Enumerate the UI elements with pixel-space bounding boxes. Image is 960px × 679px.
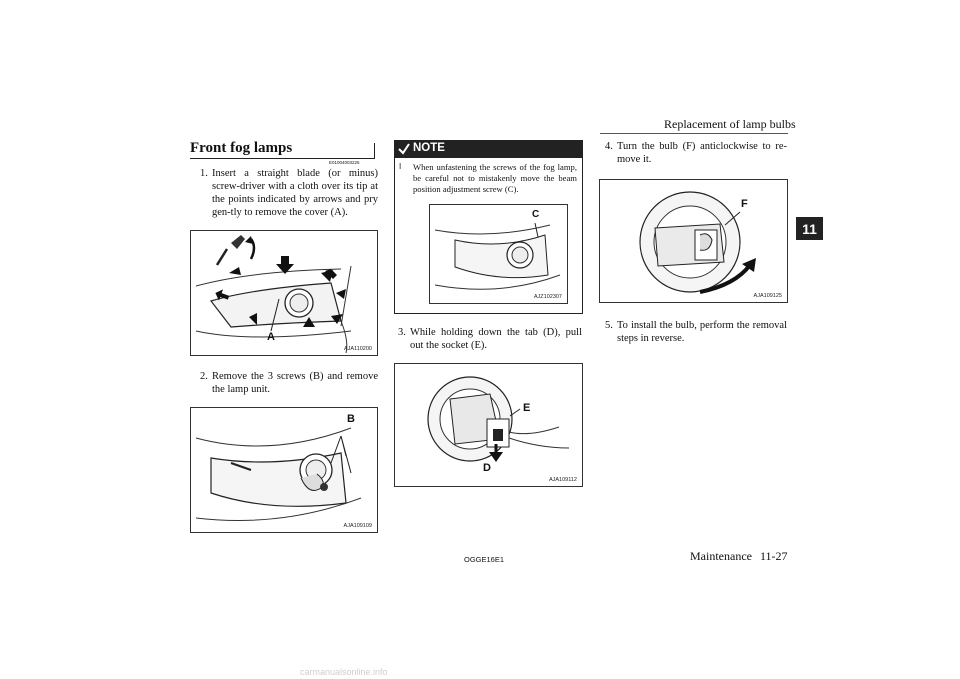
figure-code: AJA109125 bbox=[753, 293, 782, 299]
note-label: NOTE bbox=[413, 142, 445, 154]
figure-socket-removal bbox=[394, 363, 583, 487]
section-rule bbox=[190, 158, 375, 159]
adjustment-screw-illustration bbox=[430, 205, 567, 303]
step-2 bbox=[200, 370, 378, 396]
figure-lamp-unit-removal bbox=[190, 407, 378, 533]
step-4 bbox=[605, 140, 787, 166]
step-5 bbox=[605, 319, 787, 345]
footer-section: Maintenance bbox=[690, 549, 752, 563]
step-number: 2. bbox=[200, 371, 208, 382]
note-text: When unfastening the screws of the fog lamp, be careful not to mistakenly move the beam position adjustment screw (C). bbox=[413, 162, 577, 194]
step-3 bbox=[398, 326, 582, 352]
step-text: Insert a straight blade (or minus) screw-driver with a cloth over its tip at the points indicated by arrows and pry gen-tly to remove the cover (A). bbox=[212, 168, 378, 218]
section-code: E01004003225 bbox=[329, 160, 360, 165]
step-number: 4. bbox=[605, 141, 613, 152]
footer-doc-code: OGGE16E1 bbox=[464, 555, 505, 564]
section-rule-tick bbox=[374, 143, 375, 159]
figure-cover-removal bbox=[190, 230, 378, 356]
running-header: Replacement of lamp bulbs bbox=[664, 117, 796, 131]
figure-adjustment-screw bbox=[429, 204, 568, 304]
callout-e: E bbox=[523, 402, 531, 414]
figure-bulb-removal bbox=[599, 179, 788, 303]
callout-a: A bbox=[267, 331, 275, 343]
callout-b: B bbox=[347, 413, 355, 425]
note-check-icon bbox=[398, 143, 410, 155]
step-number: 3. bbox=[398, 327, 406, 338]
chapter-tab[interactable]: 11 bbox=[796, 217, 823, 240]
figure-code: AJZ102307 bbox=[533, 294, 562, 300]
footer-page-number: 11-27 bbox=[760, 549, 788, 563]
step-text: To install the bulb, perform the removal steps in reverse. bbox=[617, 320, 787, 344]
note-header bbox=[395, 141, 582, 158]
section-title: Front fog lamps bbox=[190, 140, 293, 156]
step-text: Turn the bulb (F) anticlockwise to re-move it. bbox=[617, 141, 787, 165]
figure-code: AJA110200 bbox=[343, 346, 372, 352]
callout-d: D bbox=[483, 462, 491, 474]
callout-c: C bbox=[532, 209, 540, 220]
step-number: 5. bbox=[605, 320, 613, 331]
header-rule bbox=[600, 133, 788, 134]
fog-lamp-cover-illustration bbox=[191, 231, 377, 355]
note-bullet: l bbox=[399, 162, 402, 171]
step-text: Remove the 3 screws (B) and remove the lamp unit. bbox=[212, 371, 378, 395]
step-1 bbox=[200, 167, 378, 219]
figure-code: AJA109109 bbox=[343, 523, 372, 529]
figure-code: AJA109112 bbox=[548, 477, 577, 483]
lamp-unit-illustration bbox=[191, 408, 377, 532]
callout-f: F bbox=[741, 198, 748, 210]
step-number: 1. bbox=[200, 168, 208, 179]
note-box bbox=[394, 140, 583, 314]
bulb-illustration bbox=[600, 180, 787, 302]
step-text: While holding down the tab (D), pull out the socket (E). bbox=[410, 327, 582, 351]
watermark: carmanualsonline.info bbox=[300, 667, 388, 677]
